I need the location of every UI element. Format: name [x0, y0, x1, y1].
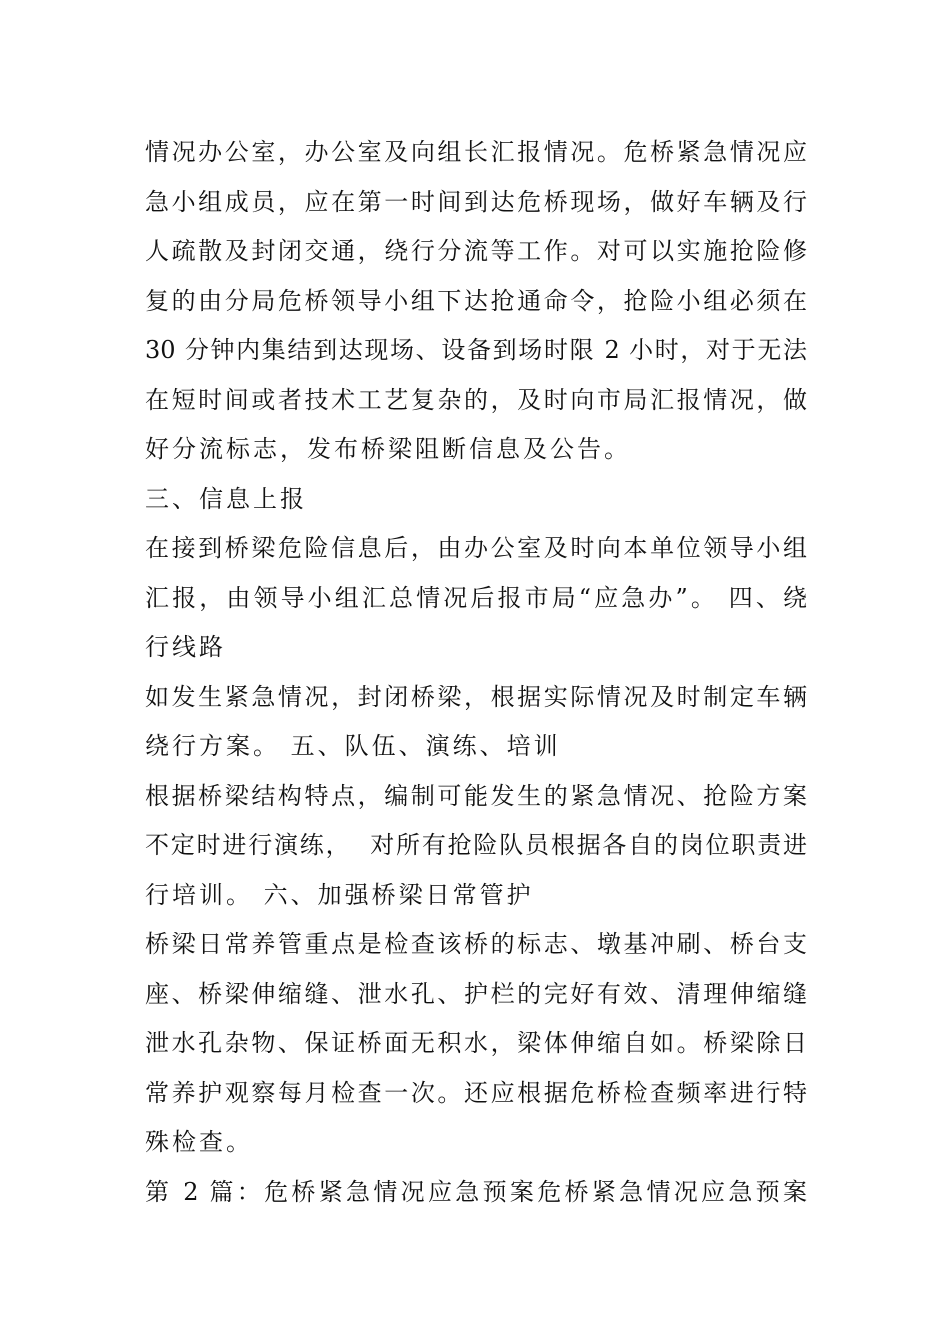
document-line: 三、信息上报: [145, 484, 307, 513]
document-line: 行培训。 六、加强桥梁日常管护: [145, 880, 534, 909]
document-line: 桥梁日常养管重点是检查该桥的标志、墩基冲刷、桥台支: [145, 930, 807, 958]
document-line: 座、桥梁伸缩缝、泄水孔、护栏的完好有效、清理伸缩缝: [145, 979, 807, 1008]
document-line: 根据桥梁结构特点，编制可能发生的紧急情况、抢险方案: [145, 781, 807, 810]
document-line: 急小组成员，应在第一时间到达危桥现场，做好车辆及行: [145, 187, 807, 216]
document-line: 绕行方案。 五、队伍、演练、培训: [145, 732, 561, 760]
document-line: 不定时进行演练， 对所有抢险队员根据各自的岗位职责进: [145, 831, 807, 859]
document-line: 好分流标志，发布桥梁阻断信息及公告。: [145, 435, 631, 463]
document-line: 人疏散及封闭交通，绕行分流等工作。对可以实施抢险修: [145, 237, 807, 265]
document-line: 30 分钟内集结到达现场、设备到场时限 2 小时，对于无法: [145, 336, 807, 364]
document-line: 殊检查。: [145, 1128, 253, 1156]
document-line: 在接到桥梁危险信息后，由办公室及时向本单位领导小组: [145, 534, 807, 562]
document-line: 情况办公室，办公室及向组长汇报情况。危桥紧急情况应: [145, 138, 807, 166]
document-line: 第 2 篇：危桥紧急情况应急预案危桥紧急情况应急预案: [145, 1177, 807, 1206]
document-line: 泄水孔杂物、保证桥面无积水，梁体伸缩自如。桥梁除日: [145, 1029, 807, 1057]
document-body: [145, 128, 807, 1217]
document-line: 行线路: [145, 633, 226, 661]
document-line: 汇报，由领导小组汇总情况后报市局“应急办”。 四、绕: [145, 583, 807, 612]
document-line: 在短时间或者技术工艺复杂的，及时向市局汇报情况，做: [145, 385, 807, 414]
document-line: 常养护观察每月检查一次。还应根据危桥检查频率进行特: [145, 1078, 807, 1107]
document-line: 如发生紧急情况，封闭桥梁，根据实际情况及时制定车辆: [145, 682, 807, 711]
document-line: 复的由分局危桥领导小组下达抢通命令，抢险小组必须在: [145, 286, 807, 315]
